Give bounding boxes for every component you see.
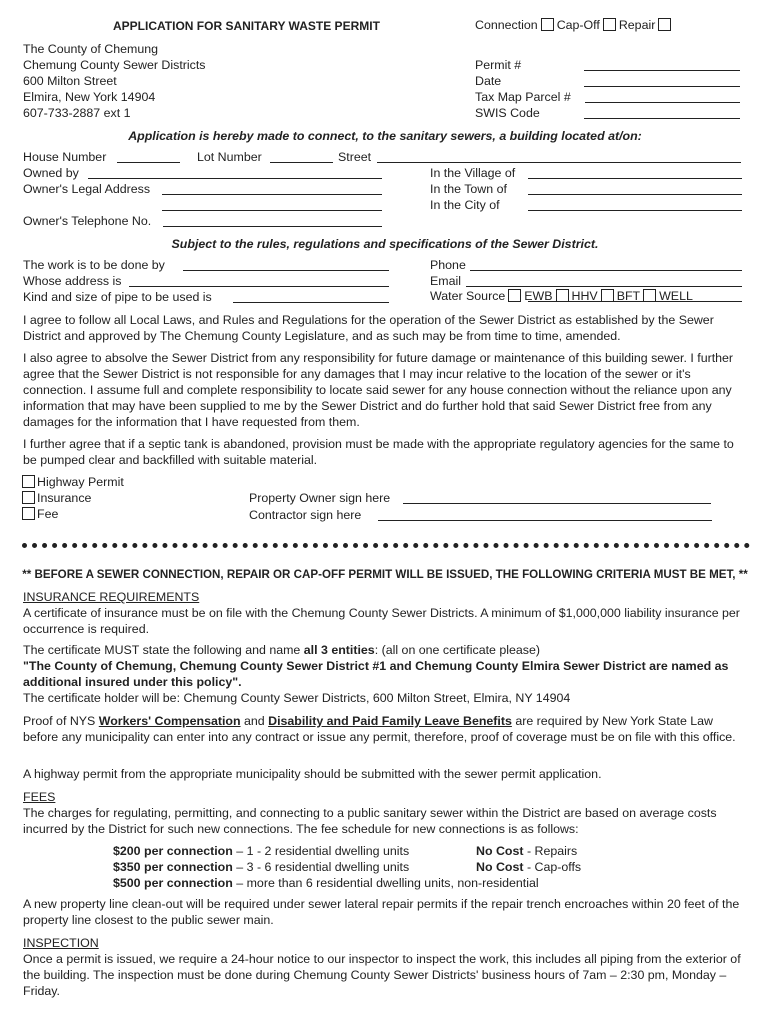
email-label: Email [430,274,461,288]
insurance-paragraph-3: Proof of NYS Workers' Compensation and Disability and Paid Family Leave Benefits are required by New York State Law before any municipality can enter into any contract or issue any permit, therefore, proof of coverage must be on file with this office. [23,714,736,744]
repair-label: Repair [618,18,656,32]
city-field[interactable] [528,200,742,211]
whose-address-label: Whose address is [23,274,122,288]
fee-capoffs: No Cost - Cap-offs [476,860,582,874]
capoff-label: Cap-Off [556,18,600,32]
contractor-signature-label: Contractor sign here [249,508,362,522]
insurance-paragraph-2: The certificate MUST state the following and name all 3 entities: (all on one certificate please) "The County of Chemung, Chemung County Sewer District #1 and Chemung County Elmira Sewer District are named as additional insured under this policy". The certificate holder will be: Chemung County Sewer Districts, 600 Milton Street, Elmira, NY 14904 [23,643,729,705]
pipe-field[interactable] [233,292,389,303]
date-label: Date [475,74,502,88]
inspection-heading: INSPECTION [23,936,99,950]
owner-signature-field[interactable] [403,493,711,504]
tax-map-label: Tax Map Parcel # [475,90,571,104]
water-source: Water Source EWB HHV BFT WELL [430,289,693,303]
agreement-paragraph-1: I agree to follow all Local Laws, and Rules and Regulations for the operation of the Sewer District as established by the Sewer District and approved by The Chemung County Legislature, and as such may be from time to time, amended. [23,313,714,343]
town-label: In the Town of [430,182,507,196]
owners-phone-label: Owner's Telephone No. [23,214,152,228]
permit-fields [475,57,571,121]
attachments-checklist: Highway Permit Insurance Fee [22,474,124,522]
town-field[interactable] [528,184,742,195]
house-number-label: House Number [23,150,107,164]
fee-row-500: $500 per connection – more than 6 residential dwelling units, non-residential [113,876,539,890]
fee-checkbox[interactable] [22,507,35,520]
contractor-signature-field[interactable] [378,510,712,521]
criteria-heading: ** BEFORE A SEWER CONNECTION, REPAIR OR CAP-OFF PERMIT WILL BE ISSUED, THE FOLLOWING CRITERIA MUST BE MET, ** [22,568,748,581]
county-address: The County of Chemung Chemung County Sewer Districts 600 Milton Street Elmira, New York 14904 607-733-2887 ext 1 [23,42,206,120]
insurance-paragraph-1: A certificate of insurance must be on file with the Chemung County Sewer Districts. A minimum of $1,000,000 liability insurance per occurrence is required. [23,606,740,636]
insurance-heading: INSURANCE REQUIREMENTS [23,590,200,604]
agreement-paragraph-2: I also agree to absolve the Sewer District from any responsibility for future damage or maintenance of this building sewer. I further agree that the Sewer District is not responsible for any damages that I may incur relative to the location of the sewer or it's connection. I assume full and complete responsibility to locate said sewer for any house connection without the reliance upon any information that may have been supplied to me by the Sewer District and do further hold that said Sewer District free from any damages for the information that I have requested from them. [23,351,734,429]
agreement-paragraph-3: I further agree that if a septic tank is abandoned, provision must be made with the appropriate regulatory agencies for the same to be pumped clear and backfilled with suitable material. [23,437,734,467]
village-label: In the Village of [430,166,516,180]
city-label: In the City of [430,198,500,212]
house-number-field[interactable] [117,152,180,163]
swis-field[interactable] [584,108,740,119]
fee-row-350: $350 per connection – 3 - 6 residential dwelling units [113,860,410,874]
capoff-checkbox[interactable] [603,18,616,31]
form-title: APPLICATION FOR SANITARY WASTE PERMIT [113,19,380,33]
insurance-checkbox[interactable] [22,491,35,504]
ewb-checkbox[interactable] [508,289,521,302]
lot-number-field[interactable] [270,152,333,163]
tax-map-field[interactable] [585,92,740,103]
owners-address-field[interactable] [162,184,382,195]
insurance-paragraph-4: A highway permit from the appropriate municipality should be submitted with the sewer permit application. [23,767,602,781]
swis-label: SWIS Code [475,106,540,120]
fees-heading: FEES [23,790,56,804]
village-field[interactable] [528,168,742,179]
lot-number-label: Lot Number [197,150,262,164]
permit-number-field[interactable] [584,60,740,71]
inspection-paragraph: Once a permit is issued, we require a 24-hour notice to our inspector to inspect the work, this includes all piping from the exterior of the building. The inspection must be done during Chemung County Sewer Districts' business hours of 7am – 2:30 pm, Monday – Friday. [23,952,741,998]
fees-paragraph-2: A new property line clean-out will be required under sewer lateral repair permits if the repair trench encroaches within 20 feet of the property line closest to the public sewer main. [23,897,740,927]
additional-insured-statement: "The County of Chemung, Chemung County Sewer District #1 and Chemung County Elmira Sewer District are named as additional insured under this policy". [23,659,729,689]
permit-type-options [475,17,674,33]
permit-number-label: Permit # [475,58,522,72]
connection-checkbox[interactable] [541,18,554,31]
done-by-label: The work is to be done by [23,258,165,272]
fee-row-200: $200 per connection – 1 - 2 residential dwelling units [113,844,410,858]
repair-checkbox[interactable] [658,18,671,31]
section-divider [22,543,750,548]
pipe-label: Kind and size of pipe to be used is [23,290,212,304]
water-source-underline [528,301,742,302]
owners-address-field-2[interactable] [162,200,382,211]
certificate-holder: The certificate holder will be: Chemung County Sewer Districts, 600 Milton Street, Elmira, NY 14904 [23,691,571,705]
street-field[interactable] [377,152,741,163]
street-label: Street [338,150,372,164]
email-field[interactable] [466,276,742,287]
owner-signature-label: Property Owner sign here [249,491,391,505]
subject-note: Subject to the rules, regulations and specifications of the Sewer District. [171,237,599,251]
owned-by-label: Owned by [23,166,79,180]
fee-repairs: No Cost - Repairs [476,844,578,858]
connection-label: Connection [475,18,538,32]
done-by-field[interactable] [183,260,389,271]
date-field[interactable] [584,76,740,87]
owned-by-field[interactable] [88,168,382,179]
owners-address-label: Owner's Legal Address [23,182,151,196]
application-intro: Application is hereby made to connect, to the sanitary sewers, a building located at/on: [128,129,642,143]
fees-paragraph-1: The charges for regulating, permitting, and connecting to a public sanitary sewer within the District are based on average costs incurred by the District for such new connections. The fee schedule for new connections is as follows: [23,806,717,836]
phone-field[interactable] [470,260,742,271]
phone-label: Phone [430,258,466,272]
owners-phone-field[interactable] [163,216,382,227]
highway-permit-checkbox[interactable] [22,475,35,488]
whose-address-field[interactable] [129,276,389,287]
water-source-label: Water Source [430,289,506,303]
